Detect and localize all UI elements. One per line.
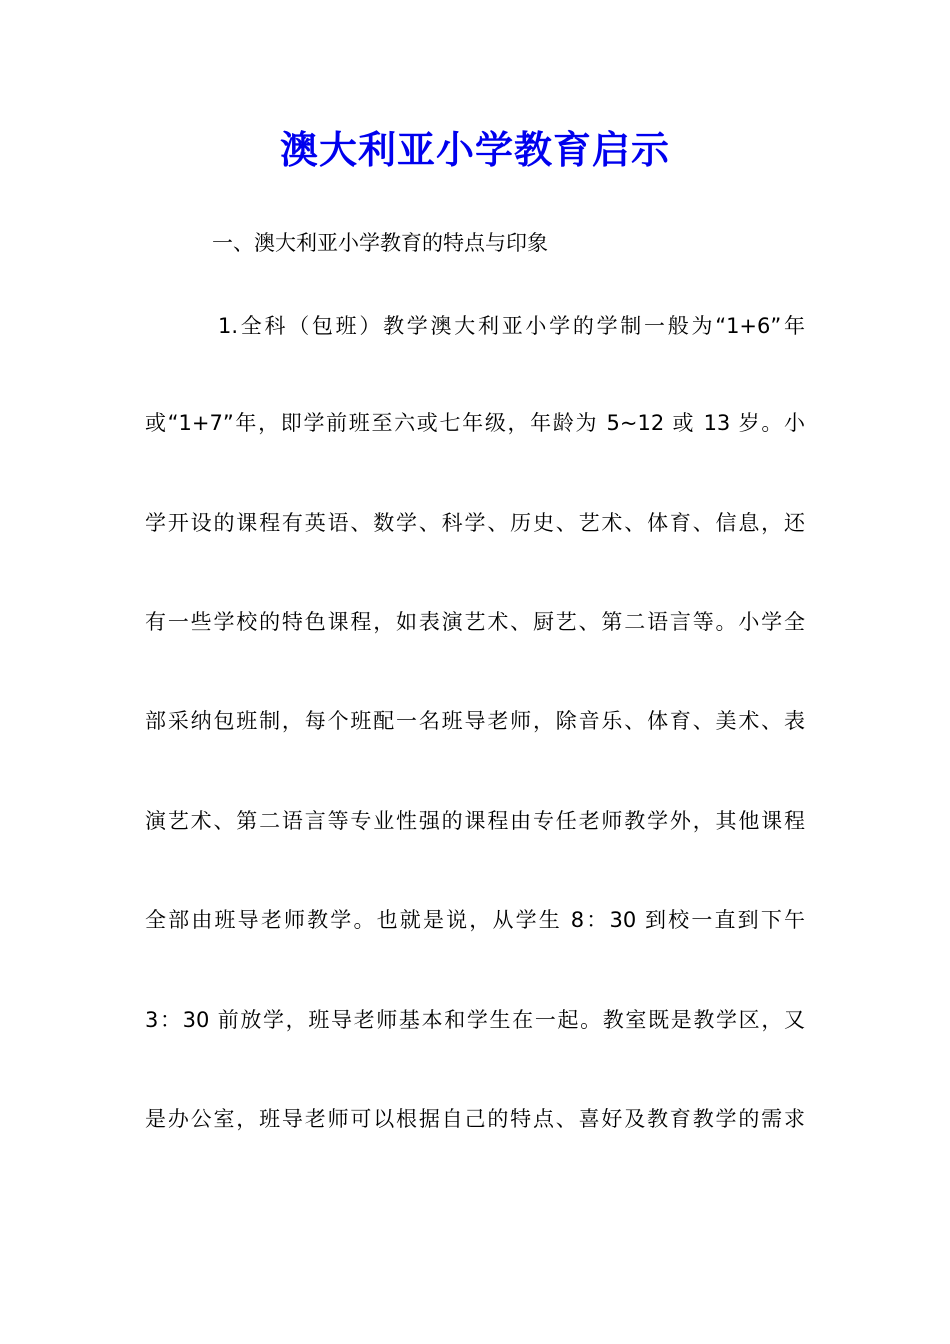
section-heading: 一、澳大利亚小学教育的特点与印象 xyxy=(212,231,548,255)
body-line: 部采纳包班制，每个班配一名班导老师，除音乐、体育、美术、表 xyxy=(145,709,805,733)
body-line: 有一些学校的特色课程，如表演艺术、厨艺、第二语言等。小学全 xyxy=(145,610,805,634)
body-line: 全部由班导老师教学。也就是说，从学生 8：30 到校一直到下午 xyxy=(145,908,805,932)
body-line: 学开设的课程有英语、数学、科学、历史、艺术、体育、信息，还 xyxy=(145,511,805,535)
body-line: 1.全科（包班）教学澳大利亚小学的学制一般为“1+6”年 xyxy=(218,314,805,338)
body-line: 3：30 前放学，班导老师基本和学生在一起。教室既是教学区，又 xyxy=(145,1008,805,1032)
body-line: 或“1+7”年，即学前班至六或七年级，年龄为 5~12 或 13 岁。小 xyxy=(145,411,805,435)
body-line: 是办公室，班导老师可以根据自己的特点、喜好及教育教学的需求 xyxy=(145,1107,805,1131)
body-line: 演艺术、第二语言等专业性强的课程由专任老师教学外，其他课程 xyxy=(145,809,805,833)
document-title: 澳大利亚小学教育启示 xyxy=(279,127,670,172)
